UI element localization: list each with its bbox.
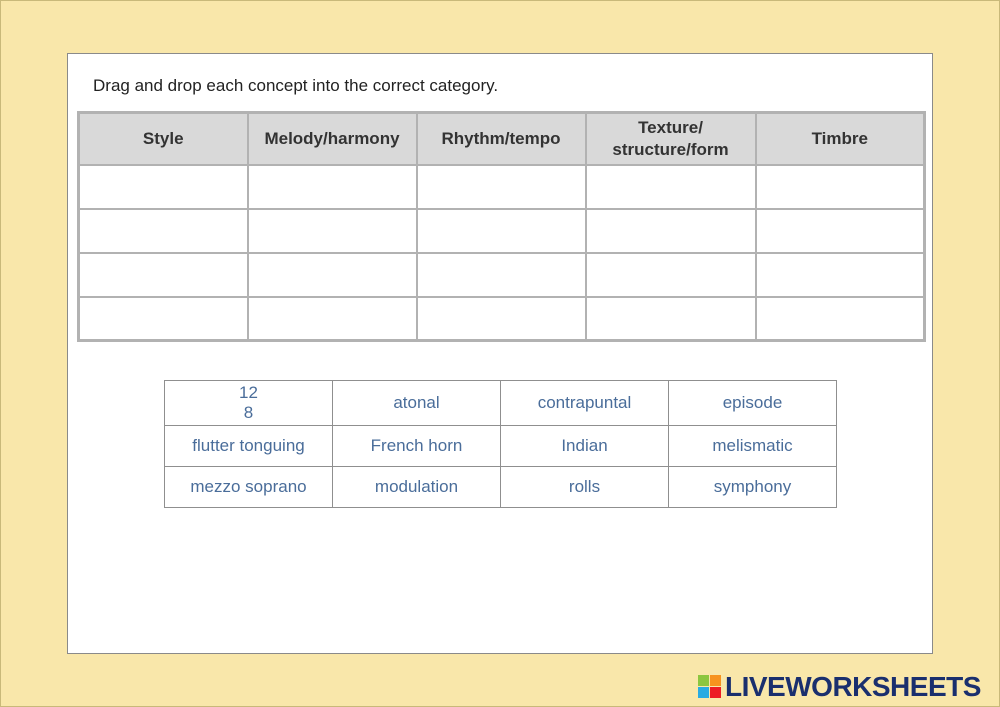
concept-card[interactable]: atonal (333, 381, 501, 426)
drop-zone-timbre[interactable] (756, 297, 925, 341)
liveworksheets-logo-icon (698, 675, 722, 699)
drop-zone-melody-harmony[interactable] (248, 165, 417, 209)
concept-card[interactable]: French horn (333, 426, 501, 467)
drop-zone-style[interactable] (79, 297, 248, 341)
drop-row (79, 253, 925, 297)
drop-zone-timbre[interactable] (756, 209, 925, 253)
concept-card[interactable]: flutter tonguing (165, 426, 333, 467)
drop-zone-rhythm-tempo[interactable] (417, 297, 586, 341)
category-header-texture-structure-form: Texture/ structure/form (586, 113, 756, 165)
drop-zone-melody-harmony[interactable] (248, 253, 417, 297)
liveworksheets-brand[interactable] (698, 672, 981, 702)
concept-card[interactable]: episode (669, 381, 837, 426)
drop-zone-style[interactable] (79, 253, 248, 297)
drop-zone-rhythm-tempo[interactable] (417, 253, 586, 297)
concept-card[interactable]: melismatic (669, 426, 837, 467)
concept-row (165, 381, 837, 426)
drop-zone-melody-harmony[interactable] (248, 209, 417, 253)
drop-zone-rhythm-tempo[interactable] (417, 165, 586, 209)
time-signature-bottom: 8 (243, 403, 254, 422)
category-header-timbre: Timbre (756, 113, 925, 165)
drop-zone-texture-structure-form[interactable] (586, 297, 756, 341)
concept-card-time-signature[interactable] (165, 381, 333, 426)
drop-zone-texture-structure-form[interactable] (586, 165, 756, 209)
instruction-text: Drag and drop each concept into the correct category. (93, 76, 499, 95)
concept-card[interactable]: rolls (501, 467, 669, 508)
drop-row (79, 209, 925, 253)
time-signature-top: 12 (239, 383, 258, 402)
drop-zone-texture-structure-form[interactable] (586, 209, 756, 253)
concept-card[interactable]: modulation (333, 467, 501, 508)
drop-zone-rhythm-tempo[interactable] (417, 209, 586, 253)
concept-row (165, 467, 837, 508)
concept-card[interactable]: Indian (501, 426, 669, 467)
time-signature (239, 383, 258, 423)
category-header-row (79, 113, 925, 165)
worksheet (67, 53, 933, 654)
brand-name: LIVEWORKSHEETS (725, 671, 981, 702)
category-table (77, 111, 926, 342)
concept-card[interactable]: symphony (669, 467, 837, 508)
drop-zone-style[interactable] (79, 165, 248, 209)
drop-zone-melody-harmony[interactable] (248, 297, 417, 341)
concept-bank (164, 380, 837, 508)
category-header-melody-harmony: Melody/harmony (248, 113, 417, 165)
concept-card[interactable]: mezzo soprano (165, 467, 333, 508)
concept-card[interactable]: contrapuntal (501, 381, 669, 426)
category-header-style: Style (79, 113, 248, 165)
category-header-rhythm-tempo: Rhythm/tempo (417, 113, 586, 165)
drop-row (79, 297, 925, 341)
drop-zone-timbre[interactable] (756, 253, 925, 297)
drop-zone-timbre[interactable] (756, 165, 925, 209)
drop-row (79, 165, 925, 209)
drop-zone-style[interactable] (79, 209, 248, 253)
concept-row (165, 426, 837, 467)
drop-zone-texture-structure-form[interactable] (586, 253, 756, 297)
